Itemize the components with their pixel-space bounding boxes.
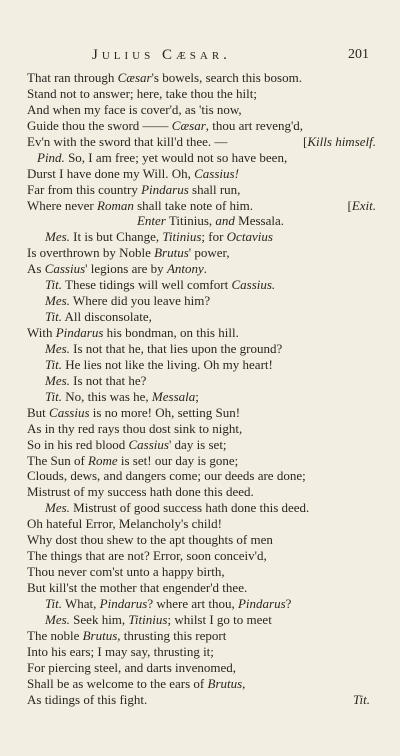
verse-line [27, 134, 376, 150]
verse-line [27, 198, 376, 214]
verse-line [27, 660, 376, 676]
text-segment: Cassius [128, 436, 169, 452]
verse-line [27, 325, 376, 341]
text-segment: Octavius [226, 229, 273, 245]
text-segment: his bondman, on this hill. [103, 325, 239, 340]
text-segment: Enter [136, 213, 166, 229]
text-segment: ' power, [188, 245, 230, 261]
text-segment: Antony [166, 261, 204, 277]
text-segment: . [203, 261, 208, 277]
text-segment: ; whilst I go to meet [167, 611, 272, 627]
verse-line [27, 612, 376, 628]
verse-line [27, 437, 376, 453]
verse-line [27, 293, 376, 309]
verse-line [27, 166, 376, 182]
text-segment: Cæsar [117, 70, 152, 85]
text-segment: No, this was he, [62, 388, 152, 404]
text-segment: As [27, 261, 45, 277]
text-segment: Cassius! [194, 165, 239, 181]
text-segment: Shall be as welcome to the ears of [27, 675, 208, 691]
text-segment: And when my face is cover'd, as 'tis now, [27, 101, 242, 117]
text-segment: Mes. [45, 293, 70, 309]
stage-direction [27, 213, 376, 229]
text-segment: Mistrust of good success hath done this deed. [69, 500, 310, 516]
text-segment: Mes. [45, 500, 70, 516]
text-segment: Thou never com'st unto a happy birth, [27, 564, 225, 580]
verse-line [27, 421, 376, 437]
verse-line [27, 341, 376, 357]
text-segment: [ [303, 133, 308, 149]
text-segment: It is but Change, [69, 229, 163, 245]
verse-line [27, 532, 376, 548]
text-segment: , thrusting this report [117, 627, 227, 643]
verse-line [27, 628, 376, 644]
text-segment: ? [285, 595, 292, 611]
text-segment: Is not that he, that lies upon the ground? [69, 340, 283, 356]
text-segment: As tidings of this fight. [27, 691, 148, 707]
text-segment: Cassius. [231, 277, 276, 293]
text-segment: For piercing steel, and darts invenomed, [27, 659, 237, 675]
verse-line [27, 261, 376, 277]
text-segment: Brutus [207, 675, 243, 691]
stage-direction [303, 134, 376, 150]
verse-line [27, 86, 376, 102]
text-segment: With [27, 325, 56, 340]
text-segment: 's bowels, search this bosom. [151, 70, 302, 85]
running-head [0, 47, 400, 67]
verse-line [27, 596, 376, 612]
text-segment: These tidings will well comfort [62, 277, 232, 293]
play-text [27, 70, 376, 708]
text-segment: Tit. [45, 356, 62, 372]
verse-line [27, 245, 376, 261]
text-segment: ; for [201, 229, 227, 245]
text-segment: Messala [151, 388, 196, 404]
text-segment: Rome [88, 452, 118, 468]
text-segment: Pind. [37, 149, 65, 165]
page-number: 201 [348, 47, 369, 62]
text-segment: Mes. [45, 611, 70, 627]
text-segment: The noble [27, 627, 83, 643]
text-segment: Kills himself. [307, 133, 376, 149]
text-segment: Brutus [82, 627, 118, 643]
text-segment: ' day is set; [168, 436, 227, 452]
verse-line [27, 182, 376, 198]
text-segment: [ [347, 197, 352, 213]
text-segment: Stand not to answer; here, take thou the hilt; [27, 85, 257, 101]
verse-line [27, 373, 376, 389]
text-segment: As in thy red rays thou dost sink to night, [27, 420, 243, 436]
text-segment: Where never [27, 197, 98, 213]
text-segment: Oh hateful Error, Melancholy's child! [27, 516, 222, 532]
text-segment: Mes. [45, 372, 70, 388]
text-segment: So, I am free; yet would not so have been, [64, 149, 288, 165]
text-segment: The things that are not? Error, soon conceiv'd, [27, 548, 267, 564]
text-segment: But kill'st the mother that engender'd thee. [27, 580, 248, 595]
text-segment: Pindarus [55, 325, 104, 340]
verse-line [27, 580, 376, 596]
text-segment: Pindarus [99, 595, 148, 611]
text-segment: and [215, 213, 235, 229]
text-segment: is set! our day is gone; [117, 452, 239, 468]
verse-line [27, 150, 376, 166]
verse-line [27, 692, 376, 708]
verse-line [27, 229, 376, 245]
text-segment: shall take note of him. [133, 197, 253, 213]
verse-line [27, 564, 376, 580]
text-segment: Pindarus [141, 181, 189, 197]
running-title: Julius Cæsar. [92, 47, 231, 63]
text-segment: Exit. [351, 197, 376, 213]
verse-line [27, 644, 376, 660]
text-segment: Guide thou the sword —— [27, 117, 172, 133]
text-segment: Ev'n with the sword that kill'd thee. — [27, 133, 228, 149]
text-segment: Durst I have done my Will. Oh, [27, 165, 195, 181]
text-segment: Seek him, [69, 611, 129, 627]
text-segment: Tit. [45, 277, 62, 293]
verse-line [27, 453, 376, 469]
text-segment: ? where art thou, [147, 595, 238, 611]
verse-line [27, 277, 376, 293]
text-segment: Roman [97, 197, 134, 213]
text-segment: ' legions are by [85, 261, 167, 277]
text-segment: Is not that he? [69, 372, 147, 388]
verse-line [27, 516, 376, 532]
text-segment: Cæsar [171, 117, 206, 133]
text-segment: Messala. [234, 213, 284, 229]
verse-line [27, 676, 376, 692]
verse-line [27, 484, 376, 500]
verse-line [27, 309, 376, 325]
text-segment: Into his ears; I may say, thrusting it; [27, 643, 214, 659]
text-segment: Brutus [154, 245, 189, 261]
stage-direction [347, 198, 376, 214]
verse-line [27, 118, 376, 134]
text-segment: Cassius [49, 404, 90, 420]
text-segment: Where did you leave him? [69, 293, 211, 309]
text-segment: Titinius, [165, 213, 216, 229]
text-segment: Cassius [44, 261, 86, 277]
text-segment: That ran through [27, 70, 118, 85]
text-segment: , [242, 675, 246, 691]
verse-line [27, 548, 376, 564]
text-segment: Mes. [45, 229, 70, 245]
text-segment: Mistrust of my success hath done this deed. [27, 484, 254, 500]
text-segment: Pindarus [237, 595, 286, 611]
text-segment: Tit. [45, 595, 62, 611]
text-segment: Mes. [45, 340, 70, 356]
text-segment: ; [195, 388, 199, 404]
text-segment: Why dost thou shew to the apt thoughts of men [27, 532, 273, 548]
text-segment: Far from this country [27, 181, 142, 197]
verse-line [27, 70, 376, 86]
text-segment: The Sun of [27, 452, 89, 468]
text-segment: Clouds, dews, and dangers come; our deeds are done; [27, 468, 306, 484]
text-segment: All disconsolate, [62, 309, 152, 325]
text-segment: Tit. [45, 388, 62, 404]
text-segment: Titinius [162, 229, 202, 245]
text-segment: Tit. [45, 309, 62, 325]
verse-line [27, 357, 376, 373]
verse-line [27, 405, 376, 421]
catchword: Tit. [353, 691, 370, 707]
text-segment: , thou art reveng'd, [205, 117, 304, 133]
text-segment: What, [62, 595, 100, 611]
text-segment: is no more! Oh, setting Sun! [89, 404, 241, 420]
text-segment: So in his red blood [27, 436, 129, 452]
verse-line [27, 389, 376, 405]
verse-line [27, 468, 376, 484]
text-segment: Titinius [128, 611, 168, 627]
text-segment: shall run, [188, 181, 241, 197]
text-segment: Is overthrown by Noble [27, 245, 155, 261]
verse-line [27, 500, 376, 516]
verse-line [27, 102, 376, 118]
text-segment: He lies not like the living. Oh my heart! [62, 356, 273, 372]
text-segment: But [27, 404, 50, 420]
